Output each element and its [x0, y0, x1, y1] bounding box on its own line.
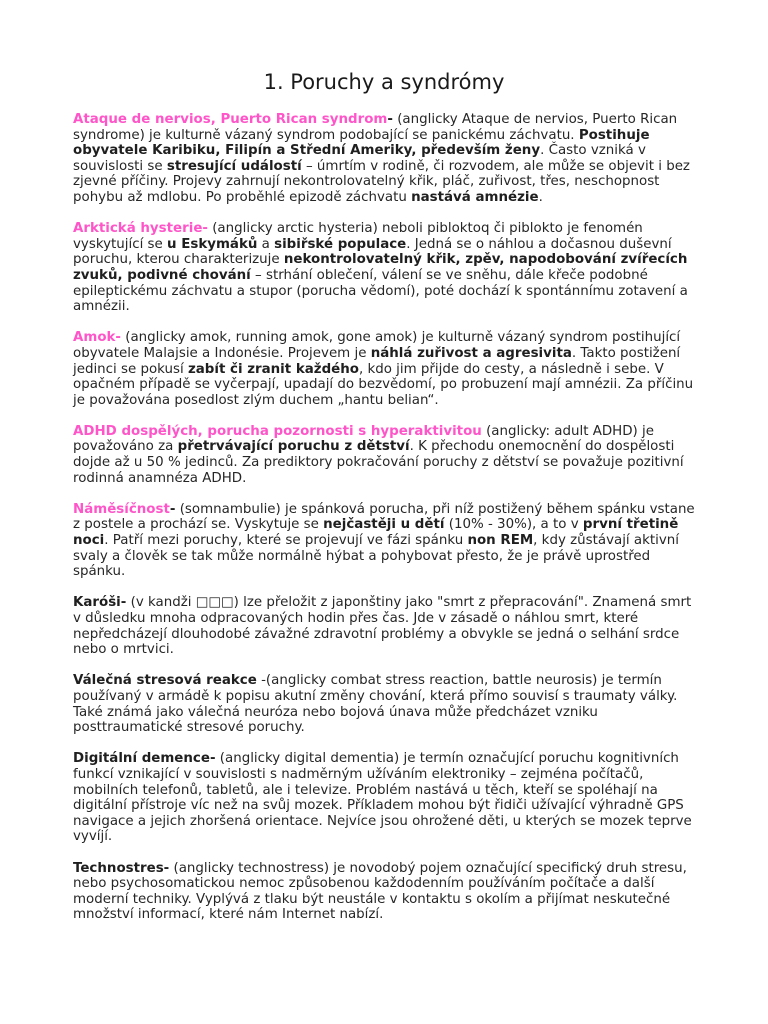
paragraph [73, 751, 697, 845]
paragraph [73, 221, 697, 315]
body-text: – strhání oblečení, válení se ve sněhu, dále křeče podobné epileptickému záchvatu a stupor (porucha vědomí), poté dochází k spontánnímu zotavení a amnézii. [73, 267, 688, 315]
paragraph [73, 861, 697, 923]
bold-text: u Eskymáků [167, 236, 258, 252]
bold-text: náhlá zuřivost a agresivita [370, 345, 572, 361]
paragraph [73, 502, 697, 580]
bold-text: stresující událostí [166, 158, 302, 174]
bold-text: Karóši- [73, 595, 127, 611]
paragraph [73, 673, 697, 735]
term-heading: Náměsíčnost [73, 501, 170, 517]
body-text: . Jedná se o náhlou a dočasnou duševní poruchu, kterou charakterizuje [73, 236, 672, 268]
paragraph [73, 112, 697, 206]
body-text: . K přechodu onemocnění do dospělosti dojde až u 50 % jedinců. Za prediktory pokračování poruchy z dětství se považuje pozitivní rodinná anamnéza ADHD. [73, 439, 684, 486]
body-text: (anglicky arctic hysteria) neboli pibloktoq či piblokto je fenomén vyskytující se [73, 221, 643, 252]
paragraph [73, 424, 697, 486]
body-text: (anglicky: adult ADHD) je považováno za [73, 423, 654, 455]
body-text: . Často vzniká v souvislosti se [73, 143, 646, 174]
page-title: 1. Poruchy a syndrómy [263, 70, 505, 94]
body-text: -(anglicky combat stress reaction, battle neurosis) je termín používaný v armádě k popisu akutní změny chování, která přímo souvisí s traumaty války. Také známá jako válečná neuróza nebo bojová únava může předcházet vzniku posttraumatické stresové poruchy. [73, 673, 678, 736]
term-heading: Arktická hysterie- [73, 221, 208, 237]
term-heading: Amok- [73, 330, 121, 346]
bold-text: nastává amnézie [411, 189, 539, 205]
body-text: (anglicky amok, running amok, gone amok) je kulturně vázaný syndrom postihující obyvatele Malajsie a Indonésie. Projevem je [73, 330, 681, 361]
bold-text: sibiřské populace [274, 236, 407, 252]
paragraph [73, 330, 697, 408]
bold-text: první třetině noci [73, 517, 679, 549]
bold-text: Digitální demence- [73, 751, 216, 767]
paragraph [73, 595, 697, 657]
bold-text: nejčastěji u dětí [323, 517, 445, 533]
bold-text: - [169, 501, 176, 517]
body-text: , kdo jim přijde do cesty, a následně i sebe. V opačném případě se vyčerpají, upadají do bezvědomí, po probuzení mají amnézii. Za příčinu je považována posedlost zlým duchem „hantu belian“. [73, 361, 694, 408]
body-text: (anglicky digital dementia) je termín označující poruchu kognitivních funkcí vznikající v souvislosti s nadměrným užíváním elektroniky – zejména počítačů, mobilních telefonů, tabletů, ale i televize. Problém nastává u těch, kteří se spoléhají na digitální přístroje víc než na svůj mozek. Příkladem mohou být řidiči užívající výhradně GPS navigace a jejich zhoršená orientace. Nejvíce jsou ohrožené děti, u kterých se mozek teprve vyvíjí. [73, 751, 692, 845]
body-text: . Takto postižení jedinci se pokusí [73, 345, 681, 377]
bold-text: nekontrolovatelný křik, zpěv, napodobování zvířecích zvuků, podivné chování [73, 252, 688, 283]
body-text: . [538, 189, 543, 205]
bold-text: Technostres- [73, 860, 170, 876]
body-text: , kdy zůstávají aktivní svaly a člověk se tak může normálně hýbat a pohybovat přesto, že je právě uprostřed spánku. [73, 533, 679, 580]
body-text: (v kandži □□□) lze přeložit z japonštiny jako "smrt z přepracování". Znamená smrt v důsledku mnoha odpracovaných hodin přes čas. Jde v zásadě o náhlou smrt, které nepředcházejí dlouhodobé závažné zdravotní problémy a obvykle se jedná o selhání srdce nebo o mrtvici. [73, 595, 692, 658]
bold-text: zabít či zranit každého [187, 361, 359, 377]
body-text: (10% - 30%), a to v [444, 517, 583, 533]
bold-text: Válečná stresová reakce [73, 673, 257, 689]
bold-text: Postihuje obyvatele Karibiku, Filipín a Střední Ameriky, především ženy [73, 127, 650, 159]
term-heading: Ataque de nervios, Puerto Rican syndrom [73, 112, 388, 127]
term-heading: ADHD dospělých, porucha pozornosti s hyperaktivitou [73, 423, 482, 439]
body-text: (anglicky technostress) je novodobý pojem označující specifický druh stresu, nebo psychosomatickou nemoc způsobenou každodenním používáním počítače a další moderní techniky. Vyplývá z tlaku být neustále v kontaktu s okolím a přijímat neskutečné množství informací, které nám Internet nabízí. [73, 860, 687, 923]
body-text: – úmrtím v rodině, či rozvodem, ale může se objevit i bez zjevné příčiny. Projevy zahrnují nekontrolovatelný křik, pláč, zuřivost, třes, neschopnost pohybu až mdlobu. Po proběhlé epizodě záchvatu [73, 158, 690, 205]
bold-text: - [387, 112, 393, 127]
bold-text: non REM [467, 533, 534, 549]
body-text: (anglicky Ataque de nervios, Puerto Rican syndrome) je kulturně vázaný syndrom podobající se panickému záchvatu. [73, 112, 678, 143]
document-body [73, 112, 697, 938]
bold-text: přetrvávající poruchu z dětství [177, 439, 410, 455]
body-text: . Patří mezi poruchy, které se projevují ve fázi spánku [104, 533, 468, 549]
body-text: (somnambulie) je spánková porucha, při níž postižený během spánku vstane z postele a prochází se. Vyskytuje se [73, 501, 695, 533]
body-text: a [257, 236, 275, 252]
